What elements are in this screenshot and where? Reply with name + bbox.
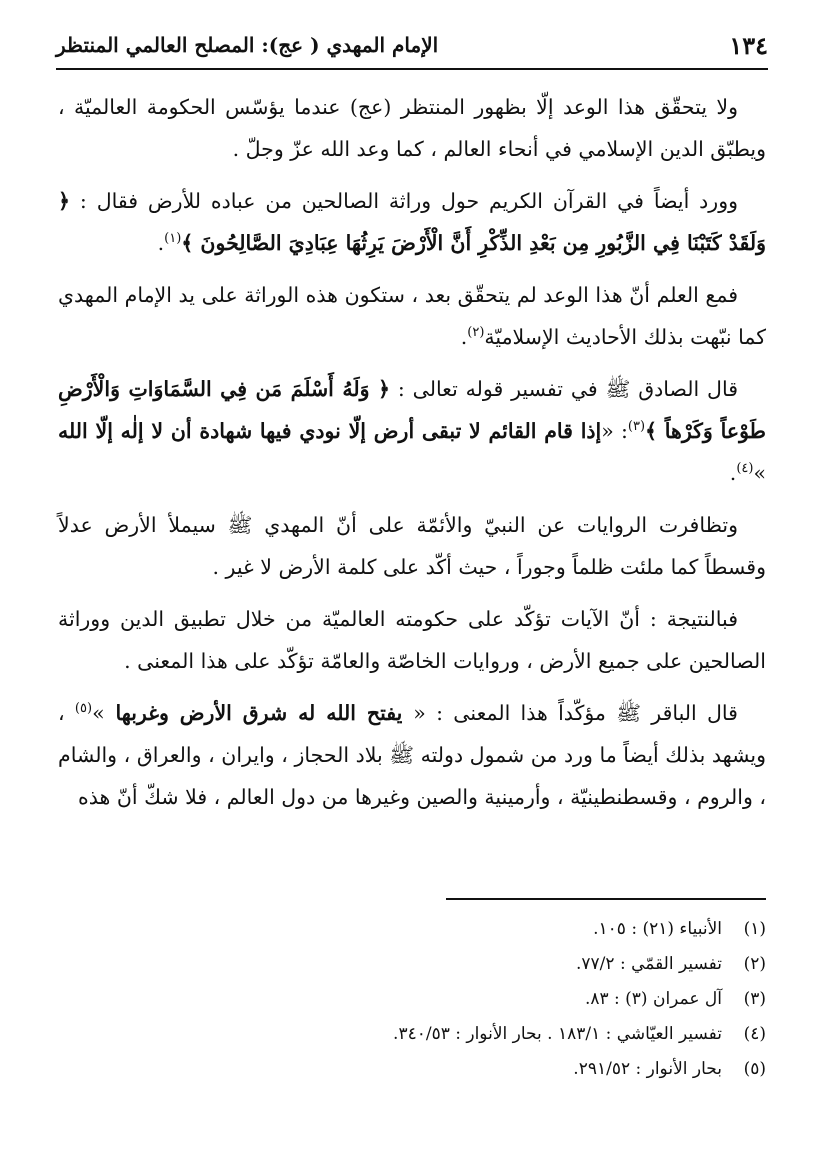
paragraph-4-mid: : « (601, 419, 628, 443)
footnote-ref-3: (٣) (627, 419, 646, 435)
paragraph-6: فبالنتيجة : أنّ الآيات تؤكّد على حكومته العالميّة من خلال تطبيق الدين ووراثة الصالحين على جميع الأرض ، وروايات الخاصّة والعامّة تؤكّد على هذا المعنى . (58, 607, 766, 673)
footnote-item (58, 982, 766, 1017)
paragraph-7-close: » (92, 701, 105, 725)
paragraph-7 (58, 692, 766, 818)
footnote-item (58, 1052, 766, 1087)
footnote-text: تفسير القمّي : ٧٧/٢. (576, 954, 722, 974)
footnote-ref-4: (٤) (736, 461, 754, 477)
footnote-number: (٣) (743, 989, 766, 1009)
paragraph-4-intro: قال الصادق ﷺ في تفسير قوله تعالى : (397, 377, 738, 401)
paragraph-3 (58, 274, 766, 358)
paragraph-2 (58, 180, 766, 264)
paragraph-2-intro: وورد أيضاً في القرآن الكريم حول وراثة الصالحين من عباده للأرض فقال : (79, 189, 738, 213)
paragraph-3-end: . (460, 325, 468, 349)
page-header (56, 22, 768, 70)
footnote-ref-2: (٢) (467, 325, 485, 341)
paragraph-2-end: . (157, 231, 165, 255)
hadith-quote-2: يفتح الله له شرق الأرض وغربها (104, 701, 414, 725)
quran-verse-1: ﴿ وَلَقَدْ كَتَبْنَا فِي الزَّبُورِ مِن بَعْدِ الذِّكْرِ أَنَّ الْأَرْضَ يَرِثُهَا عِبَادِيَ الصَّالِحُونَ ﴾ (58, 189, 766, 255)
body-text (58, 86, 766, 828)
footnote-text: آل عمران (٣) : ٨٣. (584, 989, 722, 1009)
footnote-number: (٤) (743, 1024, 766, 1044)
footnote-number: (١) (743, 919, 766, 939)
footnotes (58, 912, 766, 1087)
footnote-text: تفسير العيّاشي : ١٨٣/١ . بحار الأنوار : ٣٤٠/٥٣. (393, 1024, 722, 1044)
footnote-text: الأنبياء (٢١) : ١٠٥. (593, 919, 722, 939)
footnote-divider (446, 898, 766, 900)
paragraph-7-rest: ، ويشهد بذلك أيضاً ما ورد من شمول دولته ﷺ بلاد الحجاز ، وايران ، والعراق ، والشام ، والروم ، وقسطنطينيّة ، وأرمينية والصين وغيرها من دول العالم ، فلا شكّ أنّ هذه (58, 701, 766, 809)
footnote-item (58, 1017, 766, 1052)
running-title: الإمام المهدي ( عج): المصلح العالمي المنتظر (56, 33, 439, 57)
paragraph-4-close: » (753, 461, 766, 485)
footnote-number: (٢) (743, 954, 766, 974)
paragraph-7-intro: قال الباقر ﷺ مؤكّداً هذا المعنى : « (413, 701, 738, 725)
footnote-number: (٥) (743, 1059, 766, 1079)
page-number: ١٣٤ (729, 30, 768, 60)
quran-verse-2: ﴿ وَلَهُ أَسْلَمَ مَن فِي السَّمَاوَاتِ وَالْأَرْضِ طَوْعاً وَكَرْهاً ﴾ (58, 377, 766, 443)
paragraph-4-end: . (729, 461, 737, 485)
footnote-item (58, 912, 766, 947)
paragraph-4 (58, 368, 766, 494)
footnote-item (58, 947, 766, 982)
paragraph-1: ولا يتحقّق هذا الوعد إلّا بظهور المنتظر (عج) عندما يؤسّس الحكومة العالميّة ، ويطبّق الدين الإسلامي في أنحاء العالم ، كما وعد الله عزّ وجلّ . (58, 95, 766, 161)
hadith-quote-1: إذا قام القائم لا تبقى أرض إلّا نودي فيها شهادة أن لا إلٰه إلّا الله (58, 419, 602, 443)
footnote-ref-5: (٥) (74, 701, 93, 717)
paragraph-5: وتظافرت الروايات عن النبيّ والأئمّة على أنّ المهدي ﷺ سيملأ الأرض عدلاً وقسطاً كما ملئت ظلماً وجوراً ، حيث أكّد على كلمة الأرض لا غير . (58, 513, 766, 579)
footnote-text: بحار الأنوار : ٢٩١/٥٢. (573, 1059, 722, 1079)
footnote-ref-1: (١) (164, 231, 182, 247)
paragraph-3-text: فمع العلم أنّ هذا الوعد لم يتحقّق بعد ، ستكون هذه الوراثة على يد الإمام المهدي كما نبّهت بذلك الأحاديث الإسلاميّة (58, 283, 766, 349)
